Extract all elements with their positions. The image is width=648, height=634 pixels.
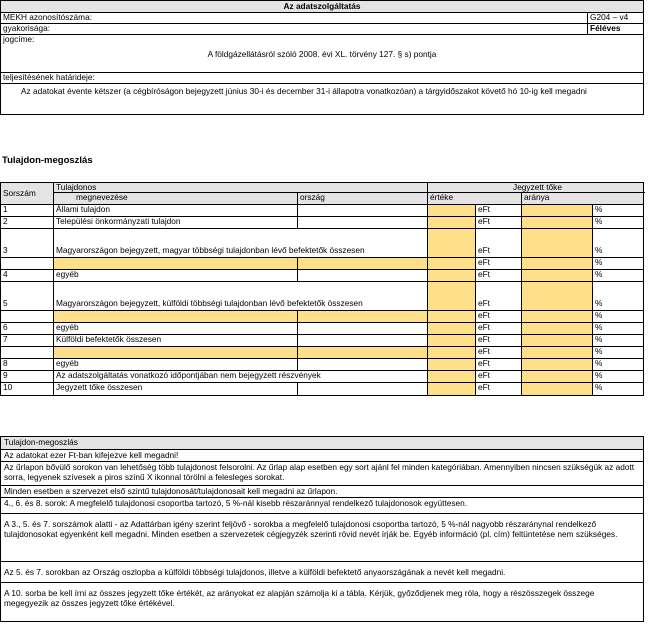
row-name: Jegyzett tőke összesen xyxy=(54,383,298,395)
unit-eft: eFt xyxy=(476,383,522,395)
ratio-cell xyxy=(522,270,593,281)
unit-pct: % xyxy=(595,245,603,256)
table-header xyxy=(1,183,643,205)
table-row xyxy=(1,323,643,335)
col-megnevezese: megnevezése xyxy=(54,193,298,204)
row-name: Az adatszolgáltatás vonatkozó időpontjában nem bejegyzett részvények xyxy=(54,371,428,382)
unit-pct: % xyxy=(595,383,603,392)
unit-pct: % xyxy=(595,298,603,309)
country-input[interactable] xyxy=(298,205,428,216)
note-item: Minden esetben a szervezet első szintű tulajdonosát/tulajdonosait kell megadni az űrlapon. xyxy=(1,486,643,498)
table-row xyxy=(1,282,643,311)
owner-name-input[interactable] xyxy=(54,311,298,322)
unit-pct: % xyxy=(595,335,603,344)
value-input[interactable] xyxy=(428,347,476,358)
unit-pct: % xyxy=(595,371,603,380)
legal-value: A földgázellátásról szóló 2008. évi XL. törvény 127. § s) pontja xyxy=(207,49,437,59)
table-row-entry xyxy=(1,258,643,270)
unit-pct: % xyxy=(595,359,603,368)
row-name: Külföldi befektetők összesen xyxy=(54,335,298,346)
unit-eft: eFt xyxy=(476,371,522,382)
unit-eft: eFt xyxy=(476,335,522,346)
value-input[interactable] xyxy=(428,217,476,228)
owner-name-input[interactable] xyxy=(54,258,298,269)
ratio-cell xyxy=(522,347,593,358)
value-input[interactable] xyxy=(428,371,476,382)
mekh-label: MEKH azonosítószáma: xyxy=(3,12,92,22)
row-name: egyéb xyxy=(54,270,298,281)
value-input[interactable] xyxy=(428,258,476,269)
unit-pct: % xyxy=(595,217,603,226)
table-row xyxy=(1,217,643,229)
row-num: 5 xyxy=(1,282,54,310)
country-input[interactable] xyxy=(298,217,428,228)
frequency-label: gyakorisága: xyxy=(3,23,51,33)
ratio-cell xyxy=(522,217,593,228)
value-input[interactable] xyxy=(428,359,476,370)
table-row-entry xyxy=(1,347,643,359)
value-input[interactable] xyxy=(428,229,476,257)
ratio-cell xyxy=(522,335,593,346)
unit-eft: eFt xyxy=(476,205,522,216)
unit-eft: eFt xyxy=(476,282,522,310)
value-input[interactable] xyxy=(428,282,476,310)
col-jegyzett: Jegyzett tőke xyxy=(428,183,645,193)
row-num: 7 xyxy=(1,335,54,346)
ratio-cell xyxy=(522,205,593,216)
ratio-cell xyxy=(522,282,593,310)
mekh-row xyxy=(1,13,643,24)
legal-row xyxy=(1,35,643,73)
unit-eft: eFt xyxy=(476,323,522,334)
note-item: A 10. sorba be kell írni az összes jegyzett tőke értékét, az arányokat ez alapján számolja ki a tábla. Kérjük, győződjenek meg róla, hogy a részösszegek összege megegyezik az összes jegyzett tőke értékével. xyxy=(4,588,595,608)
table-row xyxy=(1,359,643,371)
legal-label: jogcíme: xyxy=(3,34,35,44)
ratio-cell xyxy=(522,383,593,395)
unit-pct: % xyxy=(595,258,603,267)
country-input[interactable] xyxy=(298,311,428,322)
table-row xyxy=(1,229,643,258)
row-name: Állami tulajdon xyxy=(54,205,298,216)
row-num-empty xyxy=(1,311,54,322)
header-box xyxy=(0,0,644,115)
country-input[interactable] xyxy=(298,335,428,346)
row-num: 8 xyxy=(1,359,54,370)
col-aranya: aránya xyxy=(524,193,550,202)
notes-box xyxy=(0,436,644,622)
unit-pct: % xyxy=(595,270,603,279)
unit-eft: eFt xyxy=(476,270,522,281)
row-name: Magyarországon bejegyzett, külföldi többségi tulajdonban lévő befektetők összesen xyxy=(54,282,428,310)
col-erteke: értéke xyxy=(428,193,522,204)
owner-name-input[interactable] xyxy=(54,347,298,358)
note-item: Az 5. és 7. sorokban az Ország oszlopba a külföldi többségi tulajdonos, illetve a külföldi befektető anyaországának a nevét kell megadni. xyxy=(1,562,643,583)
notes-title: Tulajdon-megoszlás xyxy=(1,437,643,450)
col-sorszam: Sorszám xyxy=(1,183,54,204)
header-title: Az adatszolgáltatás xyxy=(1,1,643,13)
row-num: 2 xyxy=(1,217,54,228)
unit-eft: eFt xyxy=(476,229,522,257)
country-input[interactable] xyxy=(298,359,428,370)
unit-pct: % xyxy=(595,311,603,320)
row-num: 1 xyxy=(1,205,54,216)
table-row xyxy=(1,270,643,282)
value-input[interactable] xyxy=(428,383,476,395)
unit-eft: eFt xyxy=(476,311,522,322)
table-row xyxy=(1,371,643,383)
unit-eft: eFt xyxy=(476,217,522,228)
ratio-cell xyxy=(522,323,593,334)
value-input[interactable] xyxy=(428,311,476,322)
row-name: Magyarországon bejegyzett, magyar többségi tulajdonban lévő befektetők összesen xyxy=(54,229,428,257)
frequency-value: Féléves xyxy=(587,24,643,34)
col-tulajdonos: Tulajdonos xyxy=(54,183,428,193)
unit-eft: eFt xyxy=(476,359,522,370)
row-num: 9 xyxy=(1,371,54,382)
row-num: 4 xyxy=(1,270,54,281)
value-input[interactable] xyxy=(428,323,476,334)
value-input[interactable] xyxy=(428,335,476,346)
ratio-cell xyxy=(522,311,593,322)
unit-eft: eFt xyxy=(476,347,522,358)
frequency-row xyxy=(1,24,643,35)
table-row xyxy=(1,205,643,217)
row-name: Települési önkormányzati tulajdon xyxy=(54,217,298,228)
value-input[interactable] xyxy=(428,270,476,281)
unit-pct: % xyxy=(595,205,603,214)
ratio-cell xyxy=(522,258,593,269)
row-num-empty xyxy=(1,347,54,358)
note-item: Az adatokat ezer Ft-ban kifejezve kell megadni! xyxy=(1,450,643,462)
ownership-table xyxy=(0,182,644,396)
value-input[interactable] xyxy=(428,205,476,216)
deadline-label: teljesítésének határideje: xyxy=(3,72,95,82)
note-item: 4., 6. és 8. sorok: A megfelelő tulajdonosi csoportba tartozó, 5 %-nál kisebb részaránnyal rendelkező tulajdonosok együttesen. xyxy=(1,498,643,514)
table-row xyxy=(1,335,643,347)
note-item: A 3., 5. és 7. sorszámok alatti - az Adattárban igény szerint feljövő - sorokba a megfelelő tulajdonosi csoportba tartozó, 5 %-nál nagyobb részaránynal rendelkező tulajdonosokat egyenként kell megadni. Minden esetben a szervezetek cégjegyzék szerinti rövid nevét írják be. Egyéb információ (pl. cím) feltüntetése nem szükséges. xyxy=(1,514,643,562)
mekh-value: G204 – v4 xyxy=(587,13,643,23)
row-name: egyéb xyxy=(54,323,298,334)
unit-eft: eFt xyxy=(476,258,522,269)
country-input[interactable] xyxy=(298,323,428,334)
col-orszag: ország xyxy=(298,193,428,204)
country-input[interactable] xyxy=(298,270,428,281)
unit-pct: % xyxy=(595,347,603,356)
table-row-entry xyxy=(1,311,643,323)
ratio-cell xyxy=(522,229,593,257)
deadline-text: Az adatokat évente kétszer (a cégbíróságon bejegyzett június 30-i és december 31-i állapotra vonatkozóan) a tárgyidőszakot követő hó 10-ig kell megadni xyxy=(21,86,587,96)
row-num: 10 xyxy=(1,383,54,395)
country-input[interactable] xyxy=(298,347,428,358)
row-name: egyéb xyxy=(54,359,298,370)
country-cell xyxy=(298,383,428,395)
country-input[interactable] xyxy=(298,258,428,269)
ratio-cell xyxy=(522,359,593,370)
section-title: Tulajdon-megoszlás xyxy=(2,155,93,166)
note-item: Az űrlapon bővülő sorokon van lehetőség több tulajdonost felsorolni. Az űrlap alap esetben egy sort ajánl fel minden kategóriában. Amennyiben nincsen szükségük az adott sorra, legyenek szívesek a piros színű X ikonnal törölni a felesleges sorokat. xyxy=(1,462,643,486)
row-num-empty xyxy=(1,258,54,269)
unit-pct: % xyxy=(595,323,603,332)
deadline-label-row xyxy=(1,73,643,84)
ratio-cell xyxy=(522,371,593,382)
row-num: 6 xyxy=(1,323,54,334)
row-num: 3 xyxy=(1,229,54,257)
table-row xyxy=(1,383,643,395)
